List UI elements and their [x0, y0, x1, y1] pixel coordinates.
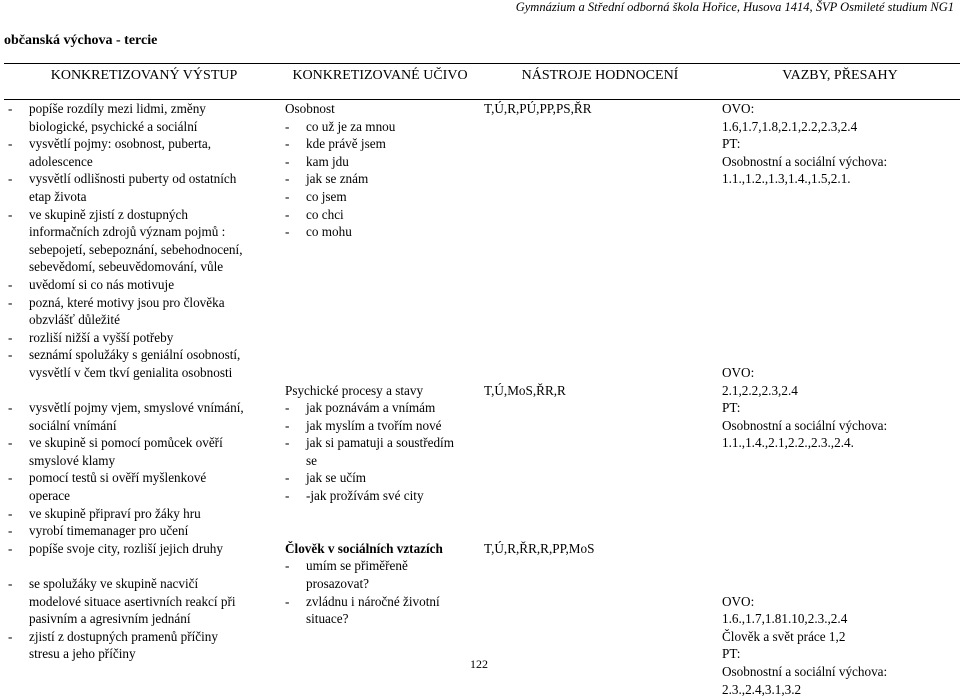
- ucivo-line: [285, 346, 454, 364]
- ucivo-line: [285, 557, 454, 575]
- vystup-text: sebevědomí, sebeuvědomování, vůle: [29, 259, 224, 275]
- vystup-line: [8, 434, 244, 452]
- vystup-line: [8, 118, 244, 136]
- dash-marker: -: [285, 417, 290, 433]
- dash-marker: -: [285, 188, 290, 204]
- vystup-text: ve skupině si pomocí pomůcek ověří: [29, 435, 223, 451]
- vazby-line: [722, 311, 887, 329]
- vazby-line: 1.1.,1.2.,1.3,1.4.,1.5,2.1.: [722, 171, 851, 187]
- col-header-ucivo: KONKRETIZOVANÉ UČIVO: [292, 68, 468, 83]
- ucivo-line: [285, 276, 454, 294]
- vazby-line: 1.6,1.7,1.8,2.1,2.2,2.3,2.4: [722, 118, 858, 134]
- vazby-line: [722, 505, 887, 523]
- dash-marker: -: [8, 540, 13, 556]
- vystup-line: [8, 522, 244, 540]
- page-number: 122: [470, 657, 488, 671]
- vazby-line: OVO:: [722, 593, 755, 609]
- ucivo-line: [285, 522, 454, 540]
- ucivo-line: [285, 434, 454, 452]
- ucivo-column: [285, 100, 454, 628]
- vazby-line: [722, 329, 887, 347]
- vystup-text: vysvětlí odlišnosti puberty od ostatních: [29, 171, 237, 187]
- vystup-text: obzvlášť důležité: [29, 312, 120, 328]
- nastroje-line: [484, 276, 594, 294]
- dash-marker: -: [8, 329, 13, 345]
- vystup-line: [8, 399, 244, 417]
- dash-marker: -: [285, 435, 290, 451]
- vystup-text: operace: [29, 488, 70, 504]
- ucivo-text: umím se přiměřeně: [306, 558, 408, 574]
- nastroje-line: [484, 346, 594, 364]
- nastroje-line: [484, 294, 594, 312]
- vystup-line: [8, 206, 244, 224]
- ucivo-line: [285, 575, 454, 593]
- nastroje-line: [484, 469, 594, 487]
- dash-marker: -: [285, 400, 290, 416]
- vazby-line: [722, 294, 887, 312]
- vazby-line: Člověk a svět práce 1,2: [722, 628, 846, 644]
- dash-marker: -: [8, 347, 13, 363]
- nastroje-line: [484, 452, 594, 470]
- ucivo-line: [285, 206, 454, 224]
- col-header-nastroje: NÁSTROJE HODNOCENÍ: [521, 68, 679, 83]
- vystup-line: [8, 540, 244, 558]
- nastroje-column: [484, 100, 594, 557]
- vazby-line: [722, 575, 887, 593]
- ucivo-section-title: Člověk v sociálních vztazích: [285, 540, 443, 556]
- vazby-line: [722, 206, 887, 224]
- vazby-line: Osobnostní a sociální výchova:: [722, 153, 888, 169]
- vazby-line: PT:: [722, 646, 741, 662]
- ucivo-text: jak se učím: [306, 470, 367, 486]
- school-header: Gymnázium a Střední odborná škola Hořice, Husova 1414, ŠVP Osmileté studium NG1: [515, 0, 954, 14]
- vazby-line: 1.1.,1.4.,2.1,2.2.,2.3.,2.4.: [722, 435, 854, 451]
- ucivo-text: situace?: [306, 611, 349, 627]
- ucivo-line: [285, 417, 454, 435]
- vystup-line: [8, 329, 244, 347]
- vystup-text: etap života: [29, 188, 87, 204]
- vystup-line: [8, 575, 244, 593]
- nastroje-line: [484, 311, 594, 329]
- vystup-text: popíše svoje city, rozliší jejich druhy: [29, 540, 223, 556]
- ucivo-section-title: Osobnost: [285, 101, 335, 116]
- vystup-line: [8, 100, 244, 118]
- vystup-text: se spolužáky ve skupině nacvičí: [29, 576, 199, 592]
- ucivo-text: co chci: [306, 206, 344, 222]
- vystup-line: [8, 487, 244, 505]
- vystup-text: pomocí testů si ověří myšlenkové: [29, 470, 207, 486]
- vystup-text: biologické, psychické a sociální: [29, 118, 198, 134]
- ucivo-line: [285, 329, 454, 347]
- nastroje-line: [484, 505, 594, 523]
- nastroje-line: [484, 258, 594, 276]
- vazby-line: [722, 522, 887, 540]
- vystup-line: [8, 241, 244, 259]
- vystup-text: uvědomí si co nás motivuje: [29, 276, 175, 292]
- vystup-text: ve skupině připraví pro žáky hru: [29, 505, 201, 521]
- ucivo-text: prosazovat?: [306, 576, 369, 592]
- dash-marker: -: [285, 153, 290, 169]
- vystup-line: [8, 593, 244, 611]
- vystup-text: seznámí spolužáky s geniální osobností,: [29, 347, 241, 363]
- vystup-text: sebepojetí, sebepoznání, sebehodnocení,: [29, 241, 243, 257]
- vazby-line: Osobnostní a sociální výchova:: [722, 664, 888, 679]
- vazby-line: [722, 557, 887, 575]
- dash-marker: -: [285, 136, 290, 152]
- ucivo-line: [285, 258, 454, 276]
- dash-marker: -: [8, 101, 13, 116]
- dash-marker: -: [285, 593, 290, 609]
- vazby-line: [722, 487, 887, 505]
- vystup-line: [8, 276, 244, 294]
- ucivo-line: [285, 118, 454, 136]
- nastroje-line: [484, 487, 594, 505]
- ucivo-text: zvládnu i náročné životní: [306, 593, 440, 609]
- vystup-text: vysvětlí pojmy vjem, smyslové vnímání,: [29, 400, 244, 416]
- nastroje-line: [484, 170, 594, 188]
- ucivo-line: [285, 452, 454, 470]
- vystup-text: sociální vnímání: [29, 417, 117, 433]
- vazby-line: [722, 276, 887, 294]
- ucivo-text: jak myslím a tvořím nové: [306, 417, 442, 433]
- dash-marker: -: [285, 470, 290, 486]
- vystup-text: adolescence: [29, 153, 93, 169]
- vystup-text: zjistí z dostupných pramenů příčiny: [29, 628, 218, 644]
- vystup-line: [8, 294, 244, 312]
- vazby-line: 2.1,2.2,2.3,2.4: [722, 382, 798, 398]
- nastroje-line: T,Ú,R,PÚ,PP,PS,ŘR: [484, 101, 592, 116]
- ucivo-text: jak se znám: [306, 171, 369, 187]
- nastroje-line: [484, 329, 594, 347]
- vystup-text: vysvětlí v čem tkví genialita osobnosti: [29, 364, 233, 380]
- vystup-text: rozliší nižší a vyšší potřeby: [29, 329, 174, 345]
- nastroje-line: T,Ú,R,ŘR,R,PP,MoS: [484, 540, 595, 556]
- ucivo-text: co mohu: [306, 224, 352, 240]
- dash-marker: -: [285, 488, 290, 504]
- vystup-text: pozná, které motivy jsou pro člověka: [29, 294, 225, 310]
- vystup-line: [8, 258, 244, 276]
- ucivo-line: [285, 135, 454, 153]
- vystup-text: popíše rozdíly mezi lidmi, změny: [29, 101, 206, 116]
- vystup-text: ve skupině zjistí z dostupných: [29, 206, 188, 222]
- ucivo-line: [285, 294, 454, 312]
- vystup-text: stresu a jeho příčiny: [29, 646, 136, 662]
- dash-marker: -: [8, 505, 13, 521]
- vazby-line: [722, 258, 887, 276]
- vazby-line: [722, 346, 887, 364]
- vystup-line: [8, 135, 244, 153]
- dash-marker: -: [8, 576, 13, 592]
- vystup-line: [8, 188, 244, 206]
- ucivo-line: [285, 311, 454, 329]
- dash-marker: -: [8, 206, 13, 222]
- nastroje-line: [484, 135, 594, 153]
- nastroje-line: [484, 434, 594, 452]
- nastroje-line: [484, 206, 594, 224]
- vystup-column: [8, 100, 244, 663]
- dash-marker: -: [285, 558, 290, 574]
- ucivo-line: [285, 505, 454, 523]
- vystup-line: [8, 645, 244, 663]
- nastroje-line: [484, 399, 594, 417]
- table-top-rule: [4, 63, 960, 64]
- vazby-line: PT:: [722, 400, 741, 416]
- nastroje-line: [484, 223, 594, 241]
- vystup-line: [8, 170, 244, 188]
- vystup-text: pasivním a agresivním jednání: [29, 611, 191, 627]
- dash-marker: -: [8, 136, 13, 152]
- vazby-line: 1.6.,1.7,1.81.10,2.3.,2.4: [722, 611, 848, 627]
- vystup-line: [8, 628, 244, 646]
- ucivo-line: [285, 469, 454, 487]
- ucivo-line: [285, 399, 454, 417]
- vystup-line: [8, 469, 244, 487]
- ucivo-text: co jsem: [306, 188, 347, 204]
- vazby-line: OVO:: [722, 101, 755, 116]
- vazby-line: PT:: [722, 136, 741, 152]
- vystup-text: vysvětlí pojmy: osobnost, puberta,: [29, 136, 212, 152]
- vazby-line: [722, 469, 887, 487]
- dash-marker: -: [285, 171, 290, 187]
- ucivo-line: [285, 382, 454, 400]
- dash-marker: -: [8, 400, 13, 416]
- ucivo-text: kde právě jsem: [306, 136, 386, 152]
- nastroje-line: [484, 522, 594, 540]
- vystup-line: [8, 223, 244, 241]
- vystup-line: [8, 311, 244, 329]
- dash-marker: -: [285, 224, 290, 240]
- ucivo-line: [285, 188, 454, 206]
- nastroje-line: [484, 241, 594, 259]
- dash-marker: -: [8, 294, 13, 310]
- vystup-line: [8, 382, 244, 400]
- ucivo-text: -jak prožívám své city: [306, 488, 424, 504]
- nastroje-line: [484, 118, 594, 136]
- vazby-line: [722, 188, 887, 206]
- dash-marker: -: [8, 435, 13, 451]
- vystup-line: [8, 505, 244, 523]
- ucivo-line: [285, 487, 454, 505]
- vystup-line: [8, 557, 244, 575]
- ucivo-text: jak poznávám a vnímám: [306, 400, 436, 416]
- dash-marker: -: [8, 523, 13, 539]
- col-header-vazby: VAZBY, PŘESAHY: [782, 68, 898, 83]
- vystup-line: [8, 610, 244, 628]
- nastroje-line: [484, 153, 594, 171]
- ucivo-section-title: Psychické procesy a stavy: [285, 382, 424, 398]
- vystup-line: [8, 153, 244, 171]
- dash-marker: -: [8, 628, 13, 644]
- vystup-line: [8, 452, 244, 470]
- vazby-line: [722, 223, 887, 241]
- ucivo-line: [285, 610, 454, 628]
- ucivo-text: se: [306, 452, 317, 468]
- dash-marker: -: [8, 276, 13, 292]
- ucivo-line: [285, 170, 454, 188]
- vystup-text: smyslové klamy: [29, 452, 116, 468]
- ucivo-line: [285, 364, 454, 382]
- ucivo-text: co už je za mnou: [306, 118, 396, 134]
- ucivo-text: kam jdu: [306, 153, 349, 169]
- vystup-text: vyrobí timemanager pro učení: [29, 523, 189, 539]
- ucivo-text: jak si pamatuji a soustředím: [306, 435, 454, 451]
- dash-marker: -: [8, 470, 13, 486]
- vazby-column: [722, 100, 887, 698]
- vazby-line: [722, 452, 887, 470]
- ucivo-line: [285, 100, 454, 118]
- vazby-line: Osobnostní a sociální výchova:: [722, 417, 888, 433]
- vystup-line: [8, 417, 244, 435]
- col-header-vystup: KONKRETIZOVANÝ VÝSTUP: [50, 68, 238, 83]
- vystup-line: [8, 364, 244, 382]
- ucivo-line: [285, 540, 454, 558]
- ucivo-line: [285, 153, 454, 171]
- nastroje-line: [484, 188, 594, 206]
- subject-title: občanská výchova - tercie: [4, 33, 158, 48]
- vystup-text: modelové situace asertivních reakcí při: [29, 593, 236, 609]
- vazby-line: [722, 540, 887, 558]
- vazby-line: 2.3.,2.4,3.1,3.2: [722, 681, 802, 697]
- dash-marker: -: [285, 118, 290, 134]
- vystup-text: informačních zdrojů význam pojmů :: [29, 224, 226, 240]
- ucivo-line: [285, 223, 454, 241]
- vazby-line: OVO:: [722, 364, 755, 380]
- ucivo-line: [285, 593, 454, 611]
- nastroje-line: [484, 417, 594, 435]
- nastroje-line: [484, 364, 594, 382]
- dash-marker: -: [8, 171, 13, 187]
- nastroje-line: T,Ú,MoS,ŘR,R: [484, 382, 566, 398]
- ucivo-line: [285, 241, 454, 259]
- vystup-line: [8, 346, 244, 364]
- dash-marker: -: [285, 206, 290, 222]
- vazby-line: [722, 241, 887, 259]
